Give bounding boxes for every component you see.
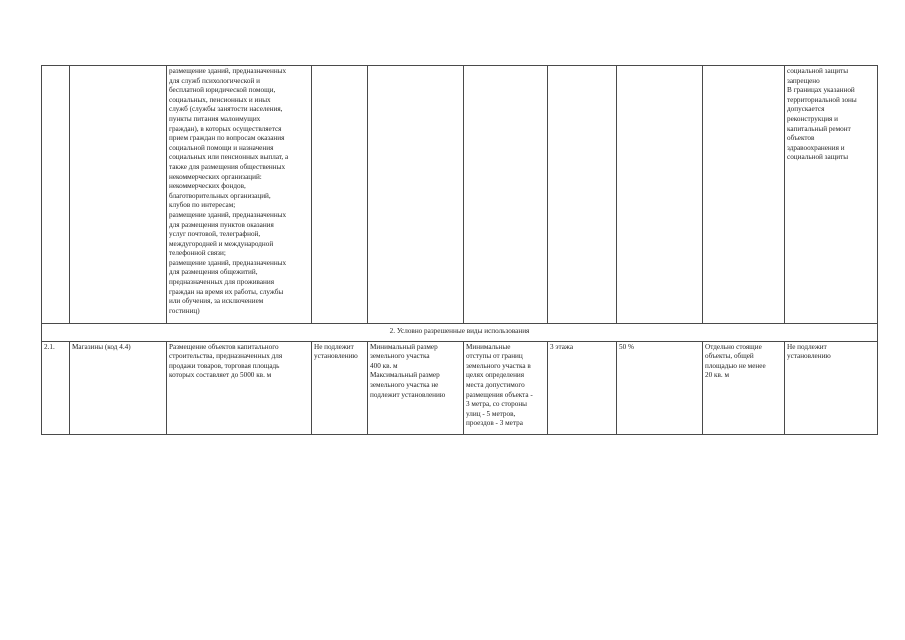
cell-col6: Минимальные отступы от границ земельного участка в целях определения места допустимого размещения объекта - 3 метра, со стороны улиц - 5 метров, проездов - 3 метра xyxy=(464,341,548,434)
cell-col9: Отдельно стоящие объекты, общей площадью не менее 20 кв. м xyxy=(703,341,785,434)
cell-name xyxy=(70,66,167,324)
cell-col9 xyxy=(703,66,785,324)
cell-col7: 3 этажа xyxy=(548,341,617,434)
cell-col6 xyxy=(464,66,548,324)
cell-col5 xyxy=(368,66,464,324)
cell-number xyxy=(42,66,70,324)
cell-col4: Не подлежит установлению xyxy=(312,341,368,434)
table-row xyxy=(42,341,878,434)
cell-description: Размещение объектов капитального строительства, предназначенных для продажи товаров, торговая площадь которых составляет до 5000 кв. м xyxy=(167,341,312,434)
cell-description: размещение зданий, предназначенных для служб психологической и бесплатной юридической помощи, социальных, пенсионных и иных служб (службы занятости населения, пункты питания малоимущих граждан), в которых осуществляется прием граждан по вопросам оказания социальной помощи и назначения социальных или пенсионных выплат, а также для размещения общественных некоммерческих организаций: некоммерческих фондов, благотворительных организаций, клубов по интересам; размещение зданий, предназначенных для размещения пунктов оказания услуг почтовой, телеграфной, междугородней и международной телефонной связи; размещение зданий, предназначенных для размещения общежитий, предназначенных для проживания граждан на время их работы, службы или обучения, за исключением гостиниц) xyxy=(167,66,312,324)
cell-restrictions: социальной защиты запрещено В границах указанной территориальной зоны допускается реконструкция и капитальный ремонт объектов здравоохранения и социальной защиты xyxy=(785,66,878,324)
section-heading: 2. Условно разрешенные виды использования xyxy=(42,324,878,342)
regulations-table xyxy=(41,65,878,435)
cell-col5: Минимальный размер земельного участка 400 кв. м Максимальный размер земельного участка не подлежит установлению xyxy=(368,341,464,434)
table-row xyxy=(42,66,878,324)
cell-col8: 50 % xyxy=(617,341,703,434)
cell-name: Магазины (код 4.4) xyxy=(70,341,167,434)
cell-col4 xyxy=(312,66,368,324)
cell-number: 2.1. xyxy=(42,341,70,434)
cell-col8 xyxy=(617,66,703,324)
cell-col7 xyxy=(548,66,617,324)
cell-col10: Не подлежит установлению xyxy=(785,341,878,434)
section-row xyxy=(42,324,878,342)
